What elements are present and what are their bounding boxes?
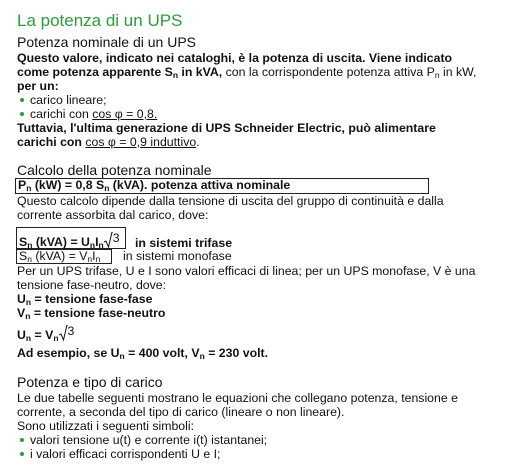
formula-label: in sistemi monofase — [123, 249, 232, 263]
paragraph-line: Questo valore, indicato nei cataloghi, è la potenza di uscita. Viene indicato — [17, 51, 453, 65]
example-line: Ad esempio, se $U_n = 400$ volt, $V_n = 230$ volt. — [17, 346, 269, 361]
paragraph-line: corrente assorbita dal carico, dove: — [17, 208, 209, 222]
list-item: valori tensione u(t) e corrente i(t) istantanei; — [17, 433, 267, 447]
list-item: carico lineare; — [17, 93, 107, 107]
page-title: La potenza di un UPS — [17, 11, 183, 30]
paragraph-line: Per un UPS trifase, U e I sono valori efficaci di linea; per un UPS monofase, V è una — [17, 264, 476, 278]
formula-monofase: $S_n$ $(kVA) = V_nI_n$ — [19, 249, 101, 264]
list-item: carichi con cos φ = 0,8. — [17, 107, 157, 121]
square-root-symbol: 3 — [104, 231, 120, 249]
formula-potenza-attiva: $P_n$ (kW) = 0,8 $S_n$ (kVA). potenza attiva nominale — [18, 178, 291, 193]
paragraph-line: carichi con cos φ = 0,9 induttivo. — [17, 135, 200, 149]
paragraph-line: Tuttavia, l'ultima generazione di UPS Schneider Electric, può alimentare — [17, 121, 436, 135]
paragraph-line: Le due tabelle seguenti mostrano le equazioni che collegano potenza, tensione e — [17, 391, 458, 405]
paragraph-line: tensione fase-neutro, dove: — [17, 278, 167, 292]
paragraph-line: come potenza apparente $S_n$ in kVA, con la corrispondente potenza attiva $P_n$ in kW, — [17, 65, 477, 80]
bullet-dot-icon — [20, 98, 24, 102]
paragraph-line: Questo calcolo dipende dalla tensione di uscita del gruppo di continuità e dalla — [17, 194, 444, 208]
list-item: i valori efficaci corrispondenti U e I; — [17, 447, 220, 461]
section-heading-potenza-nominale: Potenza nominale di un UPS — [17, 34, 196, 50]
definition-line: $U_n$ = tensione fase-fase — [17, 292, 153, 307]
paragraph-line: per un: — [17, 79, 59, 93]
section-heading-calcolo: Calcolo della potenza nominale — [17, 162, 212, 178]
formula-label: in sistemi trifase — [135, 236, 233, 250]
formula-trifase: $S_n$ $(kVA) = U_nI_n$ 3 — [19, 231, 120, 250]
definition-line: $V_n$ = tensione fase-neutro — [17, 306, 166, 321]
bullet-dot-icon — [20, 438, 24, 442]
paragraph-line: corrente, a seconda del tipo di carico (lineare o non lineare). — [17, 405, 345, 419]
bullet-dot-icon — [20, 112, 24, 116]
bullet-dot-icon — [20, 452, 24, 456]
section-heading-potenza-carico: Potenza e tipo di carico — [17, 374, 163, 390]
paragraph-line: Sono utilizzati i seguenti simboli: — [17, 419, 195, 433]
formula-relation: $U_n = V_n$ 3 — [17, 324, 75, 343]
square-root-symbol: 3 — [59, 324, 75, 342]
